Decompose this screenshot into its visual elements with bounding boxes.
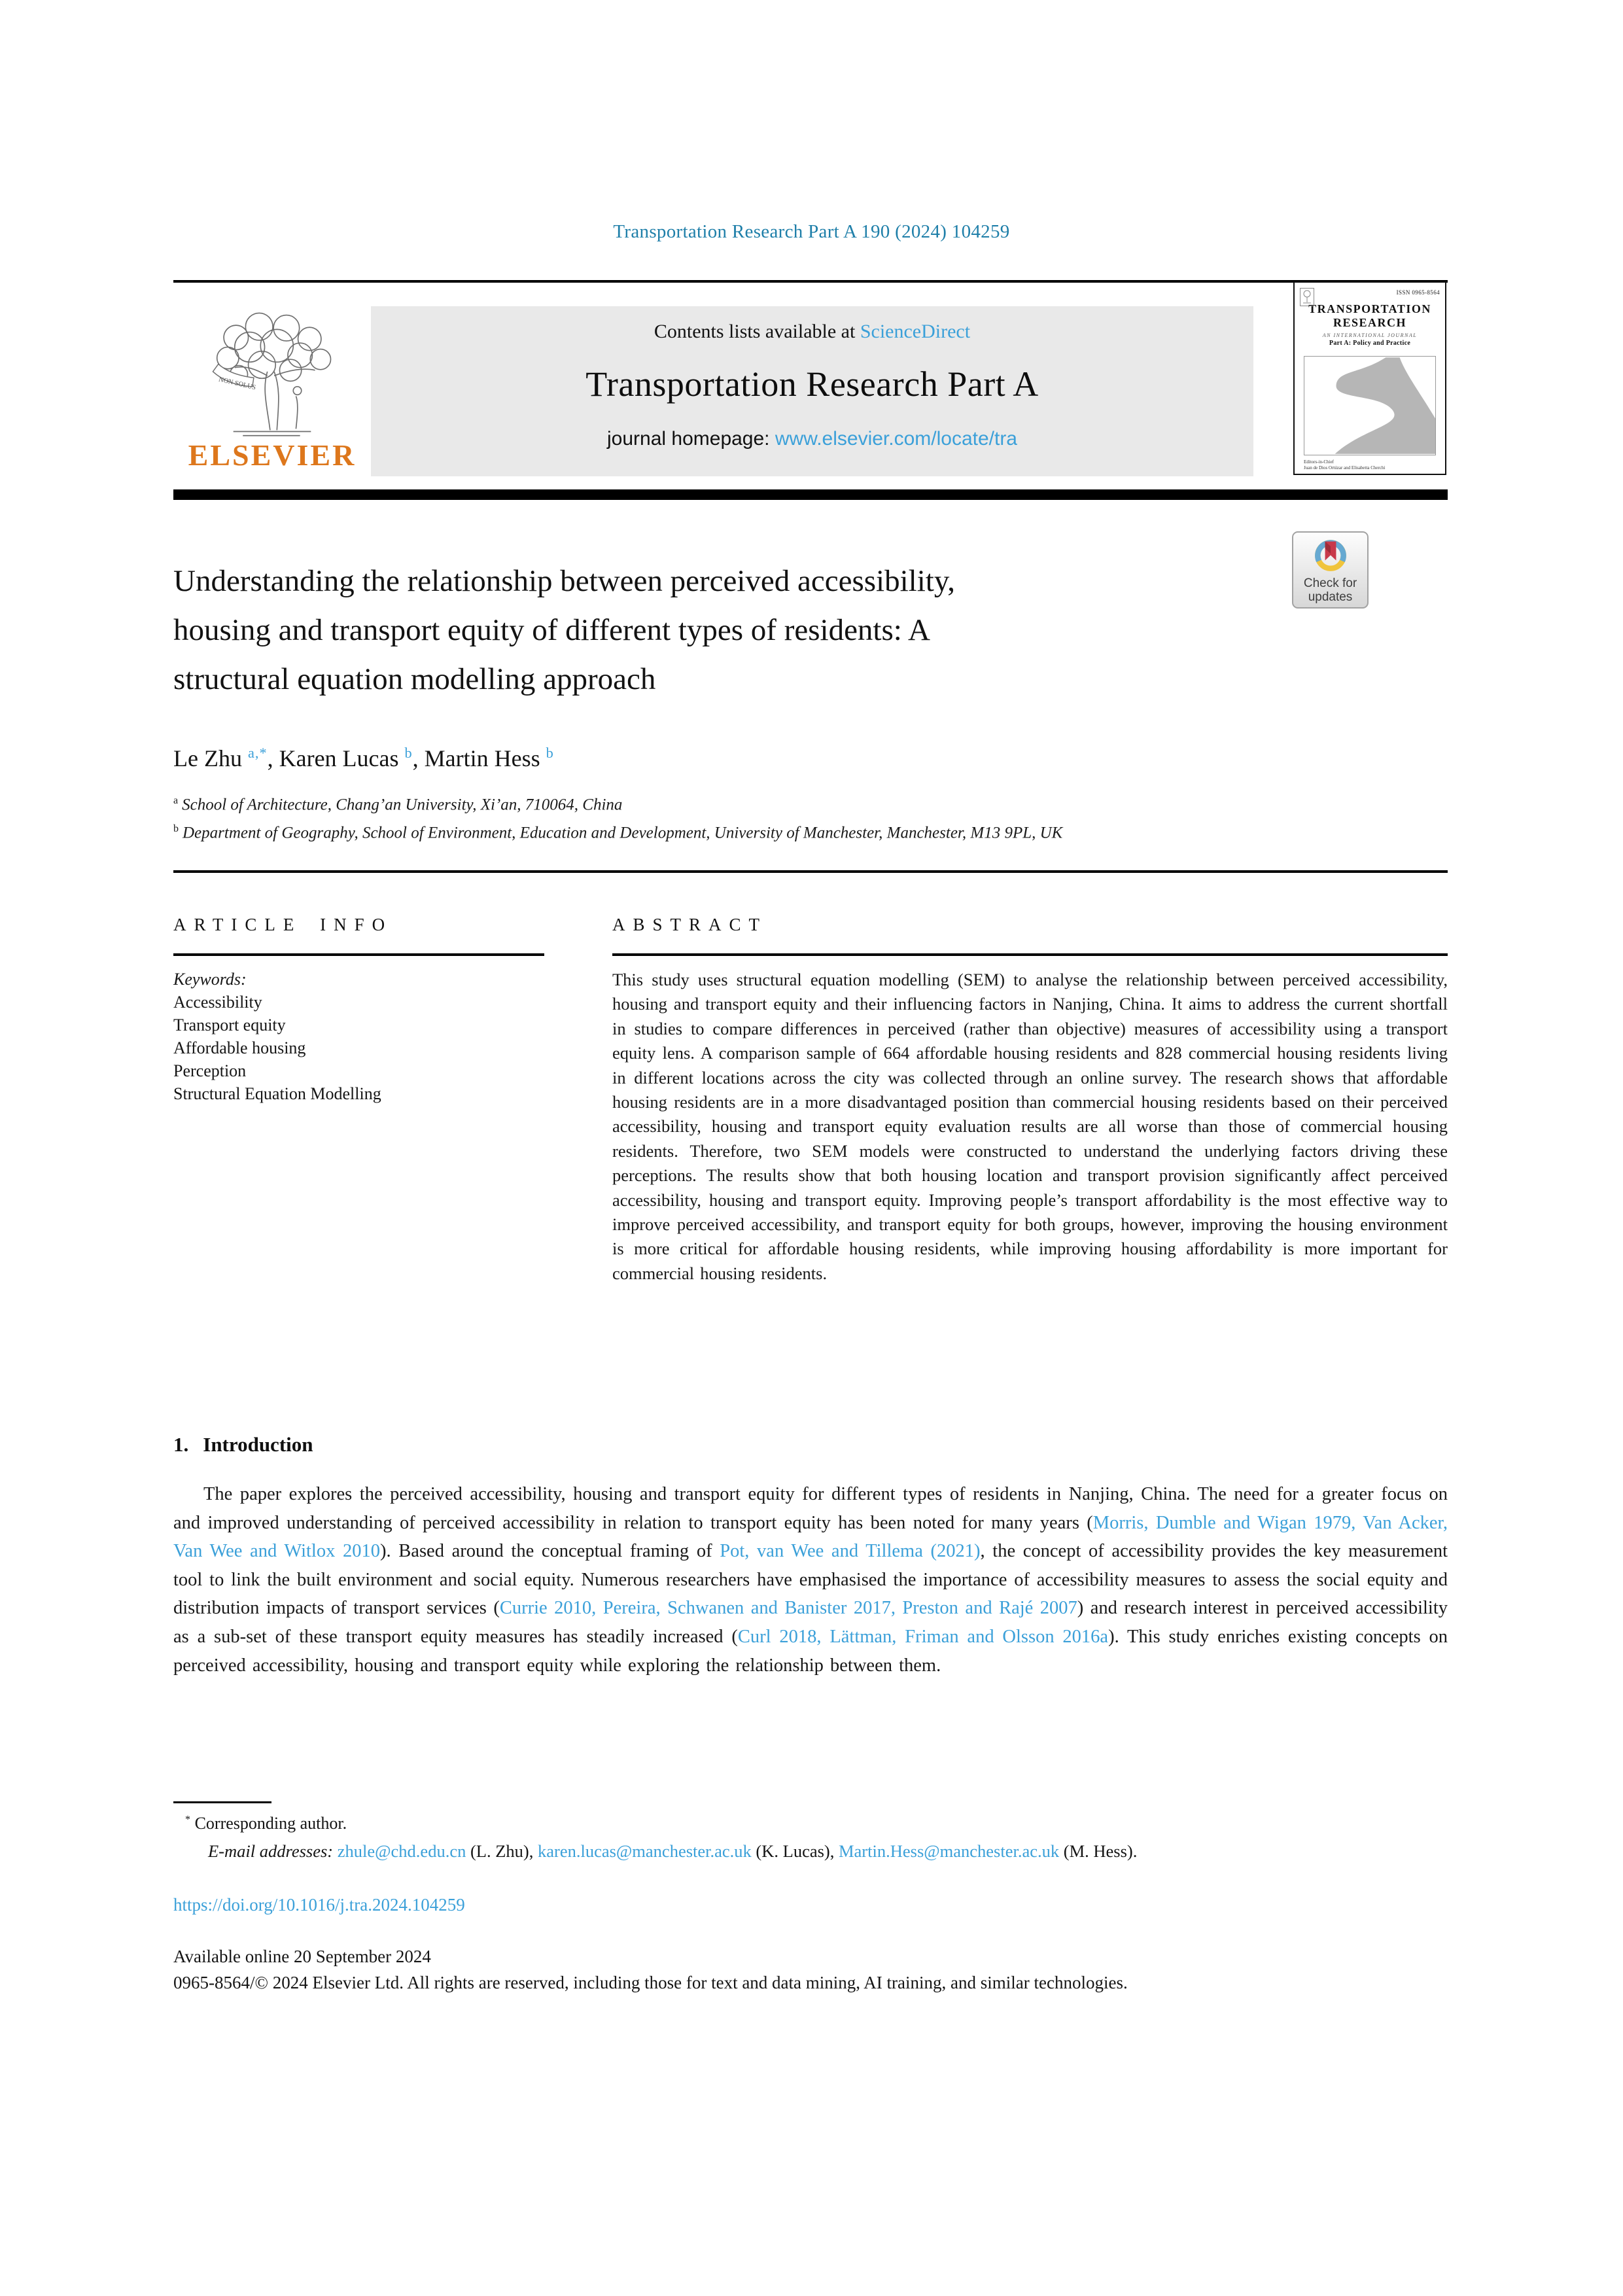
article-info-heading: ARTICLE INFO bbox=[173, 915, 393, 934]
text-line: Understanding the relationship between perceived accessibility, bbox=[173, 564, 956, 598]
keywords-list bbox=[173, 991, 544, 1105]
introduction-paragraph: The paper explores the perceived accessibility, housing and transport equity for different types of residents in Nanjing, China. The need for a greater focus on and improved understanding of perceived accessibility in relation to transport equity has been noted for many years (Morris, Dumble and Wigan 1979, Van Acker, Van Wee and Witlox 2010). Based around the conceptual framing of Pot, van Wee and Tillema (2021), the concept of accessibility provides the key measurement tool to link the built environment and social equity. Numerous researchers have emphasised the importance of accessibility measures to assess the social equity and distribution impacts of transport services (Currie 2010, Pereira, Schwanen and Banister 2017, Preston and Rajé 2007) and research interest in perceived accessibility as a sub-set of these transport equity measures has steadily increased (Curl 2018, Lättman, Friman and Olsson 2016a). This study enriches existing concepts on perceived accessibility, housing and transport equity while exploring the relationship between them. bbox=[173, 1484, 1448, 1676]
inline-link[interactable]: Martin.Hess@manchester.ac.uk bbox=[838, 1841, 1060, 1861]
homepage-link[interactable]: www.elsevier.com/locate/tra bbox=[775, 428, 1017, 450]
elsevier-wordmark: ELSEVIER bbox=[188, 438, 357, 472]
check-for-updates-label bbox=[1293, 576, 1367, 604]
abstract-text: This study uses structural equation modelling (SEM) to analyse the relationship between perceived accessibility, housing and transport equity and their influencing factors in Nanjing, China. It aims to address the current shortfall in studies to compare differences in perceived (rather than objective) measures of accessibility using a transport equity lens. A comparison sample of 664 affordable housing residents and 828 commercial housing residents living in different locations across the city was collected through an online survey. The research shows that affordable housing residents are in a more disadvantaged position than commercial housing residents based on their perceived accessibility, housing and transport equity evaluation results are all worse than those of commercial housing residents. Therefore, two SEM models were constructed to understand the underlying factors driving these perceptions. The results show that both housing location and transport provision significantly affect perceived accessibility, housing and transport equity. Improving people’s transport affordability is the most effective way to improve perceived accessibility, and transport equity for both groups, however, improving the housing environment is more critical for affordable housing residents, while improving housing affordability is more important for commercial housing residents. bbox=[612, 970, 1448, 1283]
check-for-updates-badge[interactable] bbox=[1292, 531, 1369, 609]
crossmark-icon bbox=[1311, 537, 1350, 574]
cover-editors bbox=[1304, 459, 1385, 471]
cover-title-line2: RESEARCH bbox=[1333, 316, 1407, 329]
doi-link[interactable]: https://doi.org/10.1016/j.tra.2024.104259 bbox=[173, 1895, 465, 1915]
inline-link[interactable]: Curl 2018, Lättman, Friman and Olsson 2016a bbox=[737, 1626, 1109, 1647]
contents-prefix: Contents lists available at bbox=[654, 321, 860, 342]
affiliation-b bbox=[173, 817, 1062, 845]
masthead-band bbox=[371, 306, 1253, 476]
available-online-line: Available online 20 September 2024 bbox=[173, 1947, 431, 1966]
contents-line bbox=[371, 321, 1253, 343]
introduction-title: Introduction bbox=[203, 1433, 313, 1456]
homepage-line bbox=[371, 428, 1253, 450]
cover-editors-names: Juan de Dios Ortúzar and Elisabetta Cherchi bbox=[1304, 465, 1386, 470]
introduction-number: 1. bbox=[173, 1433, 189, 1456]
introduction-heading bbox=[173, 1433, 313, 1457]
copyright-line: 0965-8564/© 2024 Elsevier Ltd. All rights are reserved, including those for text and data mining, AI training, and similar technologies. bbox=[173, 1973, 1128, 1992]
corresponding-author-note: * Corresponding author. bbox=[185, 1814, 347, 1833]
text-line: Perception bbox=[173, 1061, 247, 1080]
text-line: Accessibility bbox=[173, 993, 262, 1012]
email-addresses-line: E-mail addresses: zhule@chd.edu.cn (L. Zhu), karen.lucas@manchester.ac.uk (K. Lucas), Martin.Hess@manchester.ac.uk (M. Hess). bbox=[208, 1841, 1138, 1861]
inline-link[interactable]: Currie 2010, Pereira, Schwanen and Banister 2017, Preston and Rajé 2007 bbox=[499, 1598, 1077, 1619]
columns-top-rule bbox=[173, 870, 1448, 873]
abstract-section bbox=[612, 915, 1448, 1286]
cover-part-line: Part A: Policy and Practice bbox=[1329, 340, 1411, 347]
affiliation-b-text: Department of Geography, School of Environment, Education and Development, University of Manchester, Manchester, M13 9PL, UK bbox=[183, 824, 1063, 842]
masthead-bottom-bar bbox=[173, 489, 1448, 500]
affiliation-b-sup: b bbox=[173, 823, 179, 835]
text-line: housing and transport equity of different types of residents: A bbox=[173, 613, 930, 647]
cover-editors-label: Editors-in-Chief bbox=[1304, 459, 1334, 465]
text-line: Transport equity bbox=[173, 1016, 286, 1034]
inline-link[interactable]: karen.lucas@manchester.ac.uk bbox=[537, 1841, 752, 1861]
article-title bbox=[173, 557, 1285, 704]
cover-title bbox=[1295, 302, 1445, 330]
elsevier-tree-icon bbox=[194, 306, 351, 440]
sciencedirect-link[interactable]: ScienceDirect bbox=[860, 321, 971, 342]
abstract-underline bbox=[612, 953, 1448, 956]
inline-link[interactable]: zhule@chd.edu.cn bbox=[337, 1841, 466, 1861]
article-info-underline bbox=[173, 953, 544, 956]
affiliation-a-sup: a bbox=[173, 795, 179, 806]
text-line: Structural Equation Modelling bbox=[173, 1084, 381, 1103]
inline-link[interactable]: Pot, van Wee and Tillema (2021) bbox=[720, 1541, 981, 1562]
abstract-heading: ABSTRACT bbox=[612, 915, 768, 934]
homepage-prefix: journal homepage: bbox=[607, 428, 775, 450]
journal-title: Transportation Research Part A bbox=[585, 364, 1039, 404]
affiliation-a-text: School of Architecture, Chang’an University, Xi’an, 710064, China bbox=[182, 796, 623, 814]
cover-road-image bbox=[1304, 356, 1436, 455]
affiliations bbox=[173, 788, 1062, 845]
text-line: structural equation modelling approach bbox=[173, 662, 656, 696]
keywords-label: Keywords: bbox=[173, 970, 247, 989]
text-line: Affordable housing bbox=[173, 1038, 306, 1057]
journal-cover-thumbnail bbox=[1293, 281, 1446, 475]
inline-link[interactable]: Morris, Dumble and Wigan 1979, Van Acker, Van Wee and Witlox 2010 bbox=[173, 1512, 1448, 1562]
non-solus-banner: NON SOLUS bbox=[218, 376, 257, 392]
masthead-top-rule bbox=[173, 280, 1448, 283]
cover-title-line1: TRANSPORTATION bbox=[1308, 302, 1431, 315]
author-list: Le Zhu $^{a,*}$, Karen Lucas $^b$, Martin Hess $^b$ bbox=[173, 745, 554, 771]
footnote-rule bbox=[173, 1801, 271, 1803]
cover-subtitle: AN INTERNATIONAL JOURNAL bbox=[1322, 332, 1418, 338]
badge-line2: updates bbox=[1308, 590, 1353, 604]
journal-citation: Transportation Research Part A 190 (2024) 104259 bbox=[613, 221, 1010, 242]
elsevier-logo[interactable] bbox=[173, 306, 371, 476]
cover-issn: ISSN 0965-8564 bbox=[1396, 289, 1440, 296]
publication-info bbox=[173, 1943, 1128, 1996]
article-info-section bbox=[173, 915, 544, 1105]
cover-elsevier-mini-logo bbox=[1300, 288, 1314, 306]
badge-line1: Check for bbox=[1303, 576, 1357, 590]
affiliation-a bbox=[173, 788, 1062, 817]
